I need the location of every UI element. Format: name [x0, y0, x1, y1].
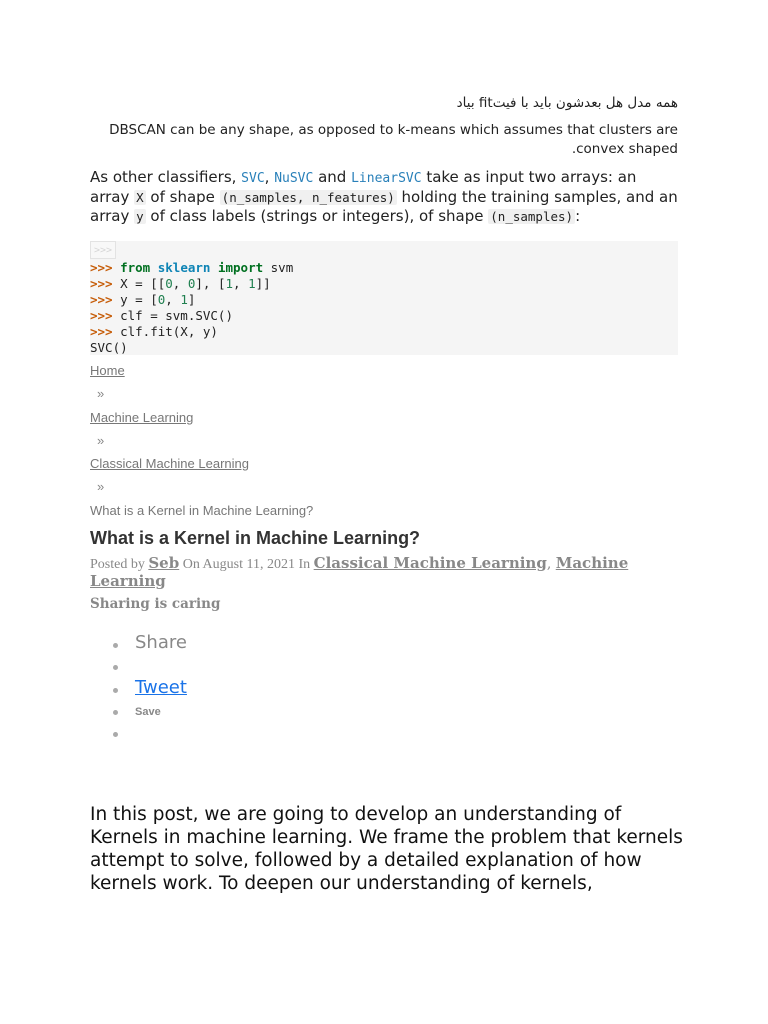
breadcrumb-separator: » — [97, 479, 105, 494]
text: and — [313, 168, 352, 186]
comma: , — [546, 556, 556, 572]
breadcrumb-home-link[interactable]: Home — [90, 363, 125, 378]
prompt: >>> — [90, 292, 113, 307]
breadcrumb-separator: » — [97, 386, 105, 401]
farsi-note — [90, 94, 678, 113]
tweet-link[interactable]: Tweet — [135, 677, 187, 698]
num: 1 — [248, 276, 256, 291]
code-text: , — [233, 276, 249, 291]
farsi-note-text: همه مدل هل بعدشون باید با فیتfit بیاد — [456, 95, 678, 111]
post-meta — [90, 555, 670, 591]
text: of shape — [145, 188, 220, 206]
code-output: SVC() — [90, 340, 128, 355]
share-button[interactable]: Share — [135, 632, 187, 653]
posted-by-label: Posted by — [90, 557, 149, 572]
prompt: >>> — [90, 276, 113, 291]
author-link[interactable]: Seb — [148, 554, 180, 572]
classifiers-paragraph — [90, 168, 678, 226]
sharing-heading: Sharing is caring — [90, 596, 221, 612]
post-title: What is a Kernel in Machine Learning? — [90, 528, 421, 548]
num: 0 — [157, 292, 166, 307]
code-block — [90, 241, 678, 355]
code-text: , — [165, 292, 181, 307]
breadcrumb-cml-link[interactable]: Classical Machine Learning — [90, 456, 249, 471]
code-line — [90, 276, 293, 292]
prompt: >>> — [90, 324, 113, 339]
prompt: >>> — [90, 260, 113, 275]
save-button[interactable]: Save — [135, 706, 161, 718]
category-link-cml[interactable]: Classical Machine Learning — [313, 554, 547, 572]
text: , — [264, 168, 275, 186]
list-bullet — [113, 688, 118, 693]
module: sklearn — [157, 260, 211, 275]
code-svc[interactable]: SVC — [241, 171, 265, 186]
breadcrumb-separator: » — [97, 433, 105, 448]
category-link-ml[interactable]: Machine Learning — [90, 554, 629, 590]
code-text: X = [[ — [112, 276, 166, 291]
dbscan-note-text: DBSCAN can be any shape, as opposed to k-means which assumes that clusters are convex shaped. — [109, 122, 678, 157]
dbscan-note — [90, 121, 678, 159]
code-nusvc[interactable]: NuSVC — [274, 171, 314, 186]
code-linearsvc[interactable]: LinearSVC — [351, 171, 422, 186]
code-text: ] — [187, 292, 196, 307]
code-shape1: (n_samples, n_features) — [221, 190, 395, 205]
intro-paragraph: In this post, we are going to develop an understanding of Kernels in machine learning. We frame the problem that kernels attempt to solve, followed by a detailed explanation of how kernels work. To deepen our understanding of kernels, — [90, 804, 683, 894]
code-text: svm — [263, 260, 294, 275]
code-line — [90, 292, 293, 308]
list-bullet — [113, 732, 118, 737]
code-text: ]] — [255, 276, 271, 291]
code-text: clf = svm.SVC() — [112, 308, 233, 323]
num: 1 — [225, 276, 234, 291]
code-line — [90, 260, 293, 276]
toggle-prompt-button[interactable]: >>> — [90, 241, 116, 259]
breadcrumb-ml[interactable] — [90, 410, 193, 425]
kw: from — [120, 260, 151, 275]
breadcrumb-current: What is a Kernel in Machine Learning? — [90, 503, 314, 518]
code-lines — [90, 260, 293, 356]
list-bullet — [113, 710, 118, 715]
code-line — [90, 308, 293, 324]
text: : — [575, 207, 581, 225]
post-date: On August 11, 2021 In — [179, 557, 314, 572]
code-y: y — [136, 209, 144, 224]
code-text: ], [ — [195, 276, 226, 291]
list-bullet — [113, 665, 118, 670]
code-shape2: (n_samples) — [490, 209, 574, 224]
num: 0 — [187, 276, 196, 291]
text: of class labels (strings or integers), of shape — [145, 207, 489, 225]
code-x: X — [136, 190, 144, 205]
num: 1 — [180, 292, 188, 307]
prompt: >>> — [90, 308, 113, 323]
code-text: clf.fit(X, y) — [112, 324, 218, 339]
breadcrumb-home[interactable] — [90, 363, 125, 378]
kw: import — [217, 260, 264, 275]
breadcrumb-cml[interactable] — [90, 456, 249, 471]
code-text: y = [ — [112, 292, 158, 307]
text: holding the training samples, and an array — [90, 188, 678, 225]
code-text: , — [172, 276, 188, 291]
text: take as input two arrays: an array — [90, 168, 637, 206]
num: 0 — [165, 276, 173, 291]
breadcrumb-ml-link[interactable]: Machine Learning — [90, 410, 194, 425]
text: As other classifiers, — [90, 168, 242, 186]
code-line — [90, 324, 293, 340]
list-bullet — [113, 643, 118, 648]
